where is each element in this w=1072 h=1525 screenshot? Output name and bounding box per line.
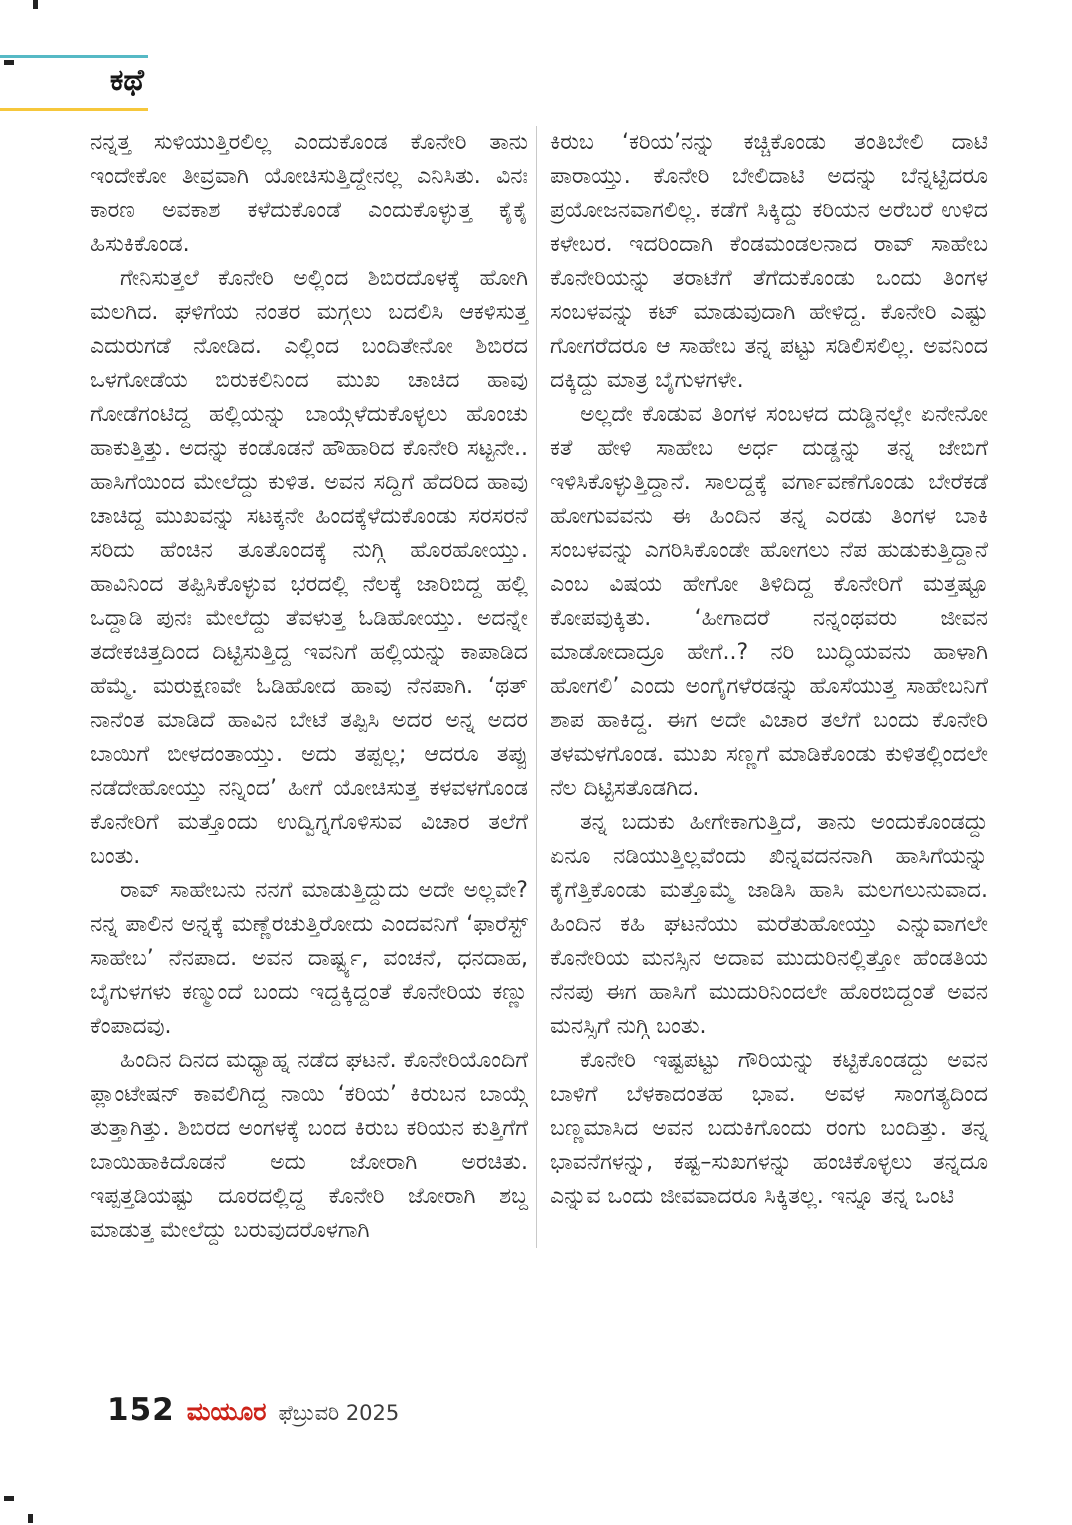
paragraph: ರಾವ್ ಸಾಹೇಬನು ನನಗೆ ಮಾಡುತ್ತಿದ್ದುದು ಅದೇ ಅಲ್ಲವೇ? ನನ್ನ ಪಾಲಿನ ಅನ್ನಕ್ಕೆ ಮಣ್ಣೆರಚುತ್ತಿರೋದು ಎಂದವನಿಗೆ ‘ಫಾರೆಸ್ಟ್ ಸಾಹೇಬ’ ನೆನಪಾದ. ಅವನ ದಾರ್ಷ್ಟ್ಯ, ವಂಚನೆ, ಧನದಾಹ, ಬೈಗುಳಗಳು ಕಣ್ಮುಂದೆ ಬಂದು ಇದ್ದಕ್ಕಿದ್ದಂತೆ ಕೊನೇರಿಯ ಕಣ್ಣು ಕೆಂಪಾದವು.: [90, 878, 528, 1039]
section-header: [0, 55, 148, 111]
paragraph: ನನ್ನತ್ತ ಸುಳಿಯುತ್ತಿರಲಿಲ್ಲ ಎಂದುಕೊಂಡ ಕೊನೇರಿ ತಾನು ಇಂದೇಕೋ ತೀವ್ರವಾಗಿ ಯೋಚಿಸುತ್ತಿದ್ದೇನಲ್ಲ ಎನಿಸಿತು. ವಿನಃ ಕಾರಣ ಅವಕಾಶ ಕಳೆದುಕೊಂಡೆ ಎಂದುಕೊಳ್ಳುತ್ತ ಕೈಕೈ ಹಿಸುಕಿಕೊಂಡ.: [90, 130, 528, 257]
issue-date: ಫೆಬ್ರುವರಿ 2025: [278, 1401, 400, 1425]
paragraph: ಅಲ್ಲದೇ ಕೊಡುವ ತಿಂಗಳ ಸಂಬಳದ ದುಡ್ಡಿನಲ್ಲೇ ಏನೇನೋ ಕತೆ ಹೇಳಿ ಸಾಹೇಬ ಅರ್ಧ ದುಡ್ಡನ್ನು ತನ್ನ ಜೇಬಿಗೆ ಇಳಿಸಿಕೊಳ್ಳುತ್ತಿದ್ದಾನೆ. ಸಾಲದ್ದಕ್ಕೆ ವರ್ಗಾವಣೆಗೊಂಡು ಬೇರೆಕಡೆ ಹೋಗುವವನು ಈ ಹಿಂದಿನ ತನ್ನ ಎರಡು ತಿಂಗಳ ಬಾಕಿ ಸಂಬಳವನ್ನು ಎಗರಿಸಿಕೊಂಡೇ ಹೋಗಲು ನೆಪ ಹುಡುಕುತ್ತಿದ್ದಾನೆ ಎಂಬ ವಿಷಯ ಹೇಗೋ ತಿಳಿದಿದ್ದ ಕೊನೇರಿಗೆ ಮತ್ತಷ್ಟೂ ಕೋಪವುಕ್ಕಿತು. ‘ಹೀಗಾದರೆ ನನ್ನಂಥವರು ಜೀವನ ಮಾಡೋದಾದ್ರೂ ಹೇಗೆ..? ನರಿ ಬುದ್ಧಿಯವನು ಹಾಳಾಗಿ ಹೋಗಲಿ’ ಎಂದು ಅಂಗೈಗಳೆರಡನ್ನು ಹೊಸೆಯುತ್ತ ಸಾಹೇಬನಿಗೆ ಶಾಪ ಹಾಕಿದ್ದ. ಈಗ ಅದೇ ವಿಚಾರ ತಲೆಗೆ ಬಂದು ಕೊನೇರಿ ತಳಮಳಗೊಂಡ. ಮುಖ ಸಣ್ಣಗೆ ಮಾಡಿಕೊಂಡು ಕುಳಿತಲ್ಲಿಂದಲೇ ನೆಲ ದಿಟ್ಟಿಸತೊಡಗಿದ.: [550, 402, 988, 801]
paragraph: ತನ್ನ ಬದುಕು ಹೀಗೇಕಾಗುತ್ತಿದೆ, ತಾನು ಅಂದುಕೊಂಡದ್ದು ಏನೂ ನಡಿಯುತ್ತಿಲ್ಲವೆಂದು ಖಿನ್ನವದನನಾಗಿ ಹಾಸಿಗೆಯನ್ನು ಕೈಗೆತ್ತಿಕೊಂಡು ಮತ್ತೊಮ್ಮೆ ಜಾಡಿಸಿ ಹಾಸಿ ಮಲಗಲುನುವಾದ. ಹಿಂದಿನ ಕಹಿ ಘಟನೆಯು ಮರೆತುಹೋಯ್ತು ಎನ್ನುವಾಗಲೇ ಕೊನೇರಿಯ ಮನಸ್ಸಿನ ಅದಾವ ಮುದುರಿನಲ್ಲಿತ್ತೋ ಹೆಂಡತಿಯ ನೆನಪು ಈಗ ಹಾಸಿಗೆ ಮುದುರಿನಿಂದಲೇ ಹೊರಬಿದ್ದಂತೆ ಅವನ ಮನಸ್ಸಿಗೆ ನುಗ್ಗಿ ಬಂತು.: [550, 810, 988, 1039]
registration-mark-bottom-dash: [4, 1496, 14, 1501]
text-column-left: [90, 126, 528, 1248]
registration-mark-bottom-tick: [28, 1514, 33, 1523]
section-label: ಕಥೆ: [109, 63, 144, 98]
text-column-right: [536, 126, 988, 1248]
paragraph: ಗೇನಿಸುತ್ತಲೆ ಕೊನೇರಿ ಅಲ್ಲಿಂದ ಶಿಬಿರದೊಳಕ್ಕೆ ಹೋಗಿ ಮಲಗಿದ. ಘಳಿಗೆಯ ನಂತರ ಮಗ್ಗಲು ಬದಲಿಸಿ ಆಕಳಿಸುತ್ತ ಎದುರುಗಡೆ ನೋಡಿದ. ಎಲ್ಲಿಂದ ಬಂದಿತೇನೋ ಶಿಬಿರದ ಒಳಗೋಡೆಯ ಬಿರುಕಲಿನಿಂದ ಮುಖ ಚಾಚಿದ ಹಾವು ಗೋಡೆಗಂಟಿದ್ದ ಹಲ್ಲಿಯನ್ನು ಬಾಯ್ಗೆಳೆದುಕೊಳ್ಳಲು ಹೊಂಚು ಹಾಕುತ್ತಿತ್ತು. ಅದನ್ನು ಕಂಡೊಡನೆ ಹೌಹಾರಿದ ಕೊನೇರಿ ಸಟ್ಟನೇ.. ಹಾಸಿಗೆಯಿಂದ ಮೇಲೆದ್ದು ಕುಳಿತ. ಅವನ ಸದ್ದಿಗೆ ಹೆದರಿದ ಹಾವು ಚಾಚಿದ್ದ ಮುಖವನ್ನು ಸಟಕ್ಕನೇ ಹಿಂದಕ್ಕೆಳೆದುಕೊಂಡು ಸರಸರನೆ ಸರಿದು ಹೆಂಚಿನ ತೂತೊಂದಕ್ಕೆ ನುಗ್ಗಿ ಹೊರಹೋಯ್ತು. ಹಾವಿನಿಂದ ತಪ್ಪಿಸಿಕೊಳ್ಳುವ ಭರದಲ್ಲಿ ನೆಲಕ್ಕೆ ಜಾರಿಬಿದ್ದ ಹಲ್ಲಿ ಒದ್ದಾಡಿ ಪುನಃ ಮೇಲೆದ್ದು ತೆವಳುತ್ತ ಓಡಿಹೋಯ್ತು. ಅದನ್ನೇ ತದೇಕಚಿತ್ತದಿಂದ ದಿಟ್ಟಿಸುತ್ತಿದ್ದ ಇವನಿಗೆ ಹಲ್ಲಿಯನ್ನು ಕಾಪಾಡಿದ ಹೆಮ್ಮೆ. ಮರುಕ್ಷಣವೇ ಓಡಿಹೋದ ಹಾವು ನೆನಪಾಗಿ. ‘ಥತ್ ನಾನೆಂತ ಮಾಡಿದೆ ಹಾವಿನ ಬೇಟೆ ತಪ್ಪಿಸಿ ಅದರ ಅನ್ನ ಅದರ ಬಾಯಿಗೆ ಬೀಳದಂತಾಯ್ತು. ಅದು ತಪ್ಪಲ್ಲ; ಆದರೂ ತಪ್ಪು ನಡೆದೇಹೋಯ್ತು ನನ್ನಿಂದ’ ಹೀಗೆ ಯೋಚಿಸುತ್ತ ಕಳವಳಗೊಂಡ ಕೊನೇರಿಗೆ ಮತ್ತೊಂದು ಉದ್ವಿಗ್ನಗೊಳಿಸುವ ವಿಚಾರ ತಲೆಗೆ ಬಂತು.: [90, 266, 528, 869]
magazine-logo: ಮಯೂರ: [186, 1397, 267, 1426]
paragraph: ಕೊನೇರಿ ಇಷ್ಟಪಟ್ಟು ಗೌರಿಯನ್ನು ಕಟ್ಟಿಕೊಂಡದ್ದು ಅವನ ಬಾಳಿಗೆ ಬೆಳಕಾದಂತಹ ಭಾವ. ಅವಳ ಸಾಂಗತ್ಯದಿಂದ ಬಣ್ಣಮಾಸಿದ ಅವನ ಬದುಕಿಗೊಂದು ರಂಗು ಬಂದಿತ್ತು. ತನ್ನ ಭಾವನೆಗಳನ್ನು, ಕಷ್ಟ–ಸುಖಗಳನ್ನು ಹಂಚಿಕೊಳ್ಳಲು ತನ್ನದೂ ಎನ್ನುವ ಒಂದು ಜೀವವಾದರೂ ಸಿಕ್ಕಿತಲ್ಲ. ಇನ್ನೂ ತನ್ನ ಒಂಟಿ: [550, 1048, 988, 1209]
page-footer: [107, 1392, 399, 1428]
page-number: 152: [107, 1392, 175, 1428]
article-body: [90, 126, 988, 1248]
registration-mark-top-tick: [33, 0, 38, 9]
paragraph: ಕಿರುಬ ‘ಕರಿಯ’ನನ್ನು ಕಚ್ಚಿಕೊಂಡು ತಂತಿಬೇಲಿ ದಾಟಿ ಪಾರಾಯ್ತು. ಕೊನೇರಿ ಬೇಲಿದಾಟಿ ಅದನ್ನು ಬೆನ್ನಟ್ಟಿದರೂ ಪ್ರಯೋಜನವಾಗಲಿಲ್ಲ. ಕಡೆಗೆ ಸಿಕ್ಕಿದ್ದು ಕರಿಯನ ಅರೆಬರೆ ಉಳಿದ ಕಳೇಬರ. ಇದರಿಂದಾಗಿ ಕೆಂಡಮಂಡಲನಾದ ರಾವ್ ಸಾಹೇಬ ಕೊನೇರಿಯನ್ನು ತರಾಟೆಗೆ ತೆಗೆದುಕೊಂಡು ಒಂದು ತಿಂಗಳ ಸಂಬಳವನ್ನು ಕಟ್ ಮಾಡುವುದಾಗಿ ಹೇಳಿದ್ದ. ಕೊನೇರಿ ಎಷ್ಟು ಗೋಗರೆದರೂ ಆ ಸಾಹೇಬ ತನ್ನ ಪಟ್ಟು ಸಡಿಲಿಸಲಿಲ್ಲ. ಅವನಿಂದ ದಕ್ಕಿದ್ದು ಮಾತ್ರ ಬೈಗುಳಗಳೇ.: [550, 130, 988, 393]
yellow-rule: [0, 108, 148, 111]
paragraph: ಹಿಂದಿನ ದಿನದ ಮಧ್ಯಾಹ್ನ ನಡೆದ ಘಟನೆ. ಕೊನೇರಿಯೊಂದಿಗೆ ಪ್ಲಾಂಟೇಷನ್ ಕಾವಲಿಗಿದ್ದ ನಾಯಿ ‘ಕರಿಯ’ ಕಿರುಬನ ಬಾಯ್ಗೆ ತುತ್ತಾಗಿತ್ತು. ಶಿಬಿರದ ಅಂಗಳಕ್ಕೆ ಬಂದ ಕಿರುಬ ಕರಿಯನ ಕುತ್ತಿಗೆಗೆ ಬಾಯಿಹಾಕಿದೊಡನೆ ಅದು ಜೋರಾಗಿ ಅರಚಿತು. ಇಪ್ಪತ್ತಡಿಯಷ್ಟು ದೂರದಲ್ಲಿದ್ದ ಕೊನೇರಿ ಜೋರಾಗಿ ಶಬ್ದ ಮಾಡುತ್ತ ಮೇಲೆದ್ದು ಬರುವುದರೊಳಗಾಗಿ: [90, 1048, 528, 1243]
